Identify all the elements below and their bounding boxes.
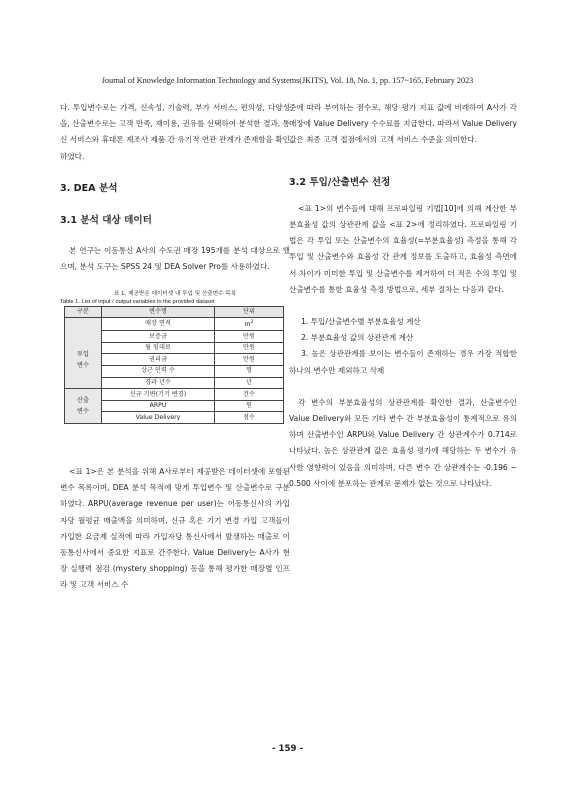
group-label-output: 산출 변수 xyxy=(65,389,102,424)
variable-name: 보증금 xyxy=(102,331,215,343)
paragraph: 본 연구는 이동통신 A사의 수도권 매장 195개를 분석 대상으로 했으며, 분석 도구는 SPSS 24 및 DEA Solver Pro를 사용하였다. xyxy=(60,246,290,272)
table-row xyxy=(65,331,284,343)
variable-unit: 만원 xyxy=(215,354,284,366)
list-item: 3. 높은 상관관계를 보이는 변수들이 존재하는 경우 가장 적합한 하나의 변수만 제외하고 삭제 xyxy=(289,349,517,375)
column-header: 변수명 xyxy=(102,306,215,318)
table-caption-english: Table 1. List of input / output variables in the provided dataset xyxy=(60,298,215,305)
variable-name: 월 임대료 xyxy=(102,342,215,354)
right-column xyxy=(289,100,517,492)
table-header-row xyxy=(65,306,284,318)
variable-name: 상근 인력 수 xyxy=(102,366,215,378)
variable-name: 경과 년수 xyxy=(102,377,215,389)
variable-unit: $m^2$ xyxy=(215,318,284,331)
variable-unit: 건수 xyxy=(215,389,284,401)
variable-name: ARPU xyxy=(102,400,215,412)
variables-table xyxy=(64,306,284,424)
variable-unit: 점수 xyxy=(215,412,284,424)
paragraph: <표 1>은 본 분석을 위해 A사로부터 제공받은 데이터셋에 포함된 변수 목록이며, DEA 분석 목적에 맞게 투입변수 및 산출변수로 구분하였다. ARPU(average revenue per user)는 이동통신사의 가입자당 월평균 매출액을 의미하며, 신규 혹은 기기 변경 가입 고객들이 가입한 요금제 실적에 따라 가입자당 통신사에서 발생하는 매출로 이동통신사에서 중요한 지표로 간주한다. Value Delivery는 A사가 현장 실행력 점검 (mystery shopping) 등을 통해 평가한 매장별 인프라 및 고객 서비스 수 xyxy=(60,467,290,590)
page-number: - 159 - xyxy=(271,744,304,754)
variable-unit: 만원 xyxy=(215,331,284,343)
paragraph: <표 1>의 변수들에 대해 프로파일링 기법[10]에 의해 계산한 부분효율성 값의 상관관계 값을 <표 2>에 정리하였다. 프로파일링 기법은 각 투입 또는 산출변수의 효율성(=부분효율성) 측정을 통해 각 투입 및 산출변수와 효율성 간 관계 정보를 도출하고, 효율성 측면에서 차이가 미미한 투입 및 산출변수를 제거하여 더 적은 수의 투입 및 산출변수를 통한 효율성 측정 방법으로, 세부 절차는 다음과 같다. xyxy=(289,203,517,294)
table-row xyxy=(65,389,284,401)
table-row xyxy=(65,318,284,331)
variable-unit: 명 xyxy=(215,366,284,378)
table-caption-korean: 표 1. 제공받은 데이터셋 내 투입 및 산출변수 목록 xyxy=(113,290,237,297)
list-item: 2. 부분효율성 값의 상관관계 계산 xyxy=(301,333,414,343)
left-column xyxy=(60,100,290,594)
paragraph: 다. 투입변수로는 가격, 신속성, 기술력, 부가 서비스, 편의성, 다양성을, 산출변수로는 고객 만족, 재이용, 권유를 선택하여 분석한 결과, 통신 서비스와 휴대폰 제조사 제품 간 유기적 연관 관계가 존재함을 확인하였다. xyxy=(60,103,290,161)
list-item: 1. 투입/산출변수별 부분효율성 계산 xyxy=(301,317,421,327)
variable-name: 매장 면적 xyxy=(102,318,215,331)
variable-name: 권리금 xyxy=(102,354,215,366)
variable-unit: 년 xyxy=(215,377,284,389)
variable-name: Value Delivery xyxy=(102,412,215,424)
group-label-input: 투입 변수 xyxy=(65,331,102,389)
subsection-heading: 3.1 분석 대상 데이터 xyxy=(60,215,152,227)
paragraph: 준에 따라 부여하는 점수로, 해당 평가 지표 값에 비례하여 A사가 각 매장에 Value Delivery 수수료를 지급한다. 따라서 Value Delivery 값은 최종 고객 접점에서의 고객 서비스 수준을 의미한다. xyxy=(289,103,517,145)
column-header: 단위 xyxy=(215,306,284,318)
variable-unit: 원 xyxy=(215,400,284,412)
subsection-heading: 3.2 투입/산출변수 선정 xyxy=(289,176,391,188)
column-header: 구분 xyxy=(65,306,102,318)
variable-name: 신규 기변(기기 변경) xyxy=(102,389,215,401)
running-header: Journal of Knowledge Information Technology and Systems(JKITS), Vol. 18, No. 1, pp. 157~165, February 2023 xyxy=(101,76,474,85)
section-heading: 3. DEA 분석 xyxy=(60,182,118,194)
variable-unit: 만원 xyxy=(215,342,284,354)
paragraph: 각 변수의 부분효율성의 상관관계를 확인한 결과, 산출변수인 Value Delivery와 모든 기타 변수 간 부분효율성이 통계적으로 유의하며 산출변수인 ARPU와 Value Delivery 간 상관계수가 0.714로 나타났다. 높은 상관관계 값은 효율성 평가에 해당하는 두 변수가 유사한 영향력이 있음을 의미하며, 다른 변수 간 상관계수는 -0.196 ~ 0.500 사이에 분포하는 관계로 문제가 없는 것으로 나타났다. xyxy=(289,397,517,488)
